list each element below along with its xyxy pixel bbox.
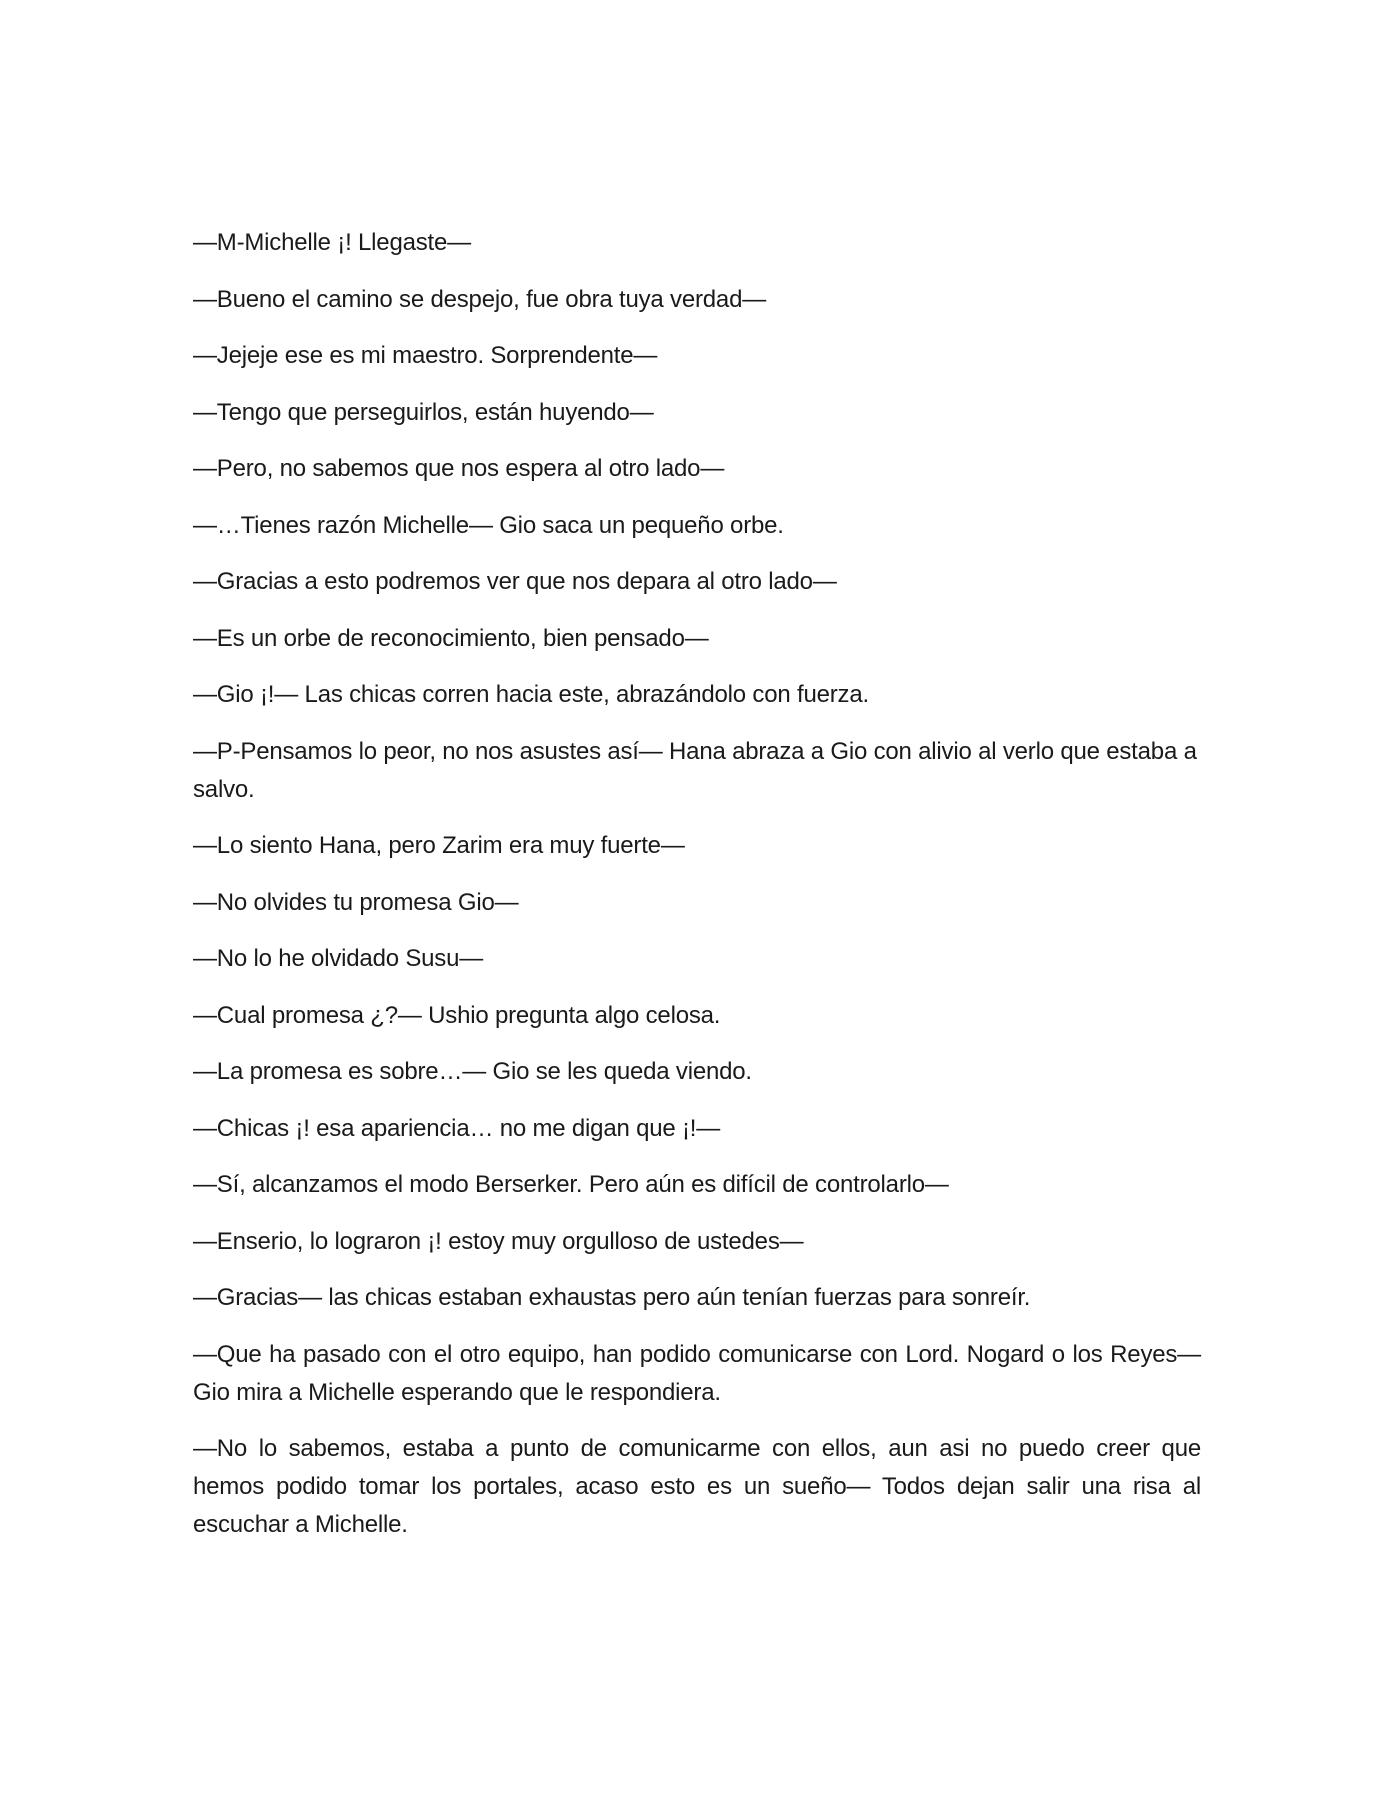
paragraph-18: —Enserio, lo lograron ¡! estoy muy orgulloso de ustedes— bbox=[193, 1227, 804, 1255]
paragraph-14: —Cual promesa ¿?— Ushio pregunta algo celosa. bbox=[193, 1001, 721, 1029]
paragraph-17: —Sí, alcanzamos el modo Berserker. Pero aún es difícil de controlarlo— bbox=[193, 1171, 949, 1198]
paragraph-6: —…Tienes razón Michelle— Gio saca un pequeño orbe. bbox=[193, 511, 784, 539]
dialogue-text bbox=[193, 224, 1201, 1563]
paragraph-7: —Gracias a esto podremos ver que nos depara al otro lado— bbox=[193, 568, 837, 595]
paragraph-2: —Bueno el camino se despejo, fue obra tuya verdad— bbox=[193, 285, 767, 313]
paragraph-5: —Pero, no sabemos que nos espera al otro lado— bbox=[193, 455, 725, 482]
paragraph-15: —La promesa es sobre…— Gio se les queda viendo. bbox=[193, 1058, 752, 1085]
paragraph-4: —Tengo que perseguirlos, están huyendo— bbox=[193, 398, 654, 426]
paragraph-21: —No lo sabemos, estaba a punto de comunicarme con ellos, aun asi no puedo creer que hemos podido tomar los portales, acaso esto es un sueño— Todos dejan salir una risa al escuchar a Michelle. bbox=[193, 1435, 1201, 1538]
paragraph-10: —P-Pensamos lo peor, no nos asustes así— Hana abraza a Gio con alivio al verlo que estaba a salvo. bbox=[193, 737, 1197, 803]
paragraph-12: —No olvides tu promesa Gio— bbox=[193, 888, 519, 916]
paragraph-1: —M-Michelle ¡! Llegaste— bbox=[193, 229, 471, 256]
paragraph-9: —Gio ¡!— Las chicas corren hacia este, abrazándolo con fuerza. bbox=[193, 681, 869, 708]
paragraph-20: —Que ha pasado con el otro equipo, han podido comunicarse con Lord. Nogard o los Reyes— Gio mira a Michelle esperando que le respondiera. bbox=[193, 1340, 1201, 1406]
paragraph-8: —Es un orbe de reconocimiento, bien pensado— bbox=[193, 624, 709, 652]
paragraph-19: —Gracias— las chicas estaban exhaustas pero aún tenían fuerzas para sonreír. bbox=[193, 1284, 1031, 1311]
paragraph-13: —No lo he olvidado Susu— bbox=[193, 945, 484, 972]
paragraph-16: —Chicas ¡! esa apariencia… no me digan que ¡!— bbox=[193, 1114, 721, 1142]
paragraph-3: —Jejeje ese es mi maestro. Sorprendente— bbox=[193, 342, 658, 369]
paragraph-11: —Lo siento Hana, pero Zarim era muy fuerte— bbox=[193, 832, 685, 859]
